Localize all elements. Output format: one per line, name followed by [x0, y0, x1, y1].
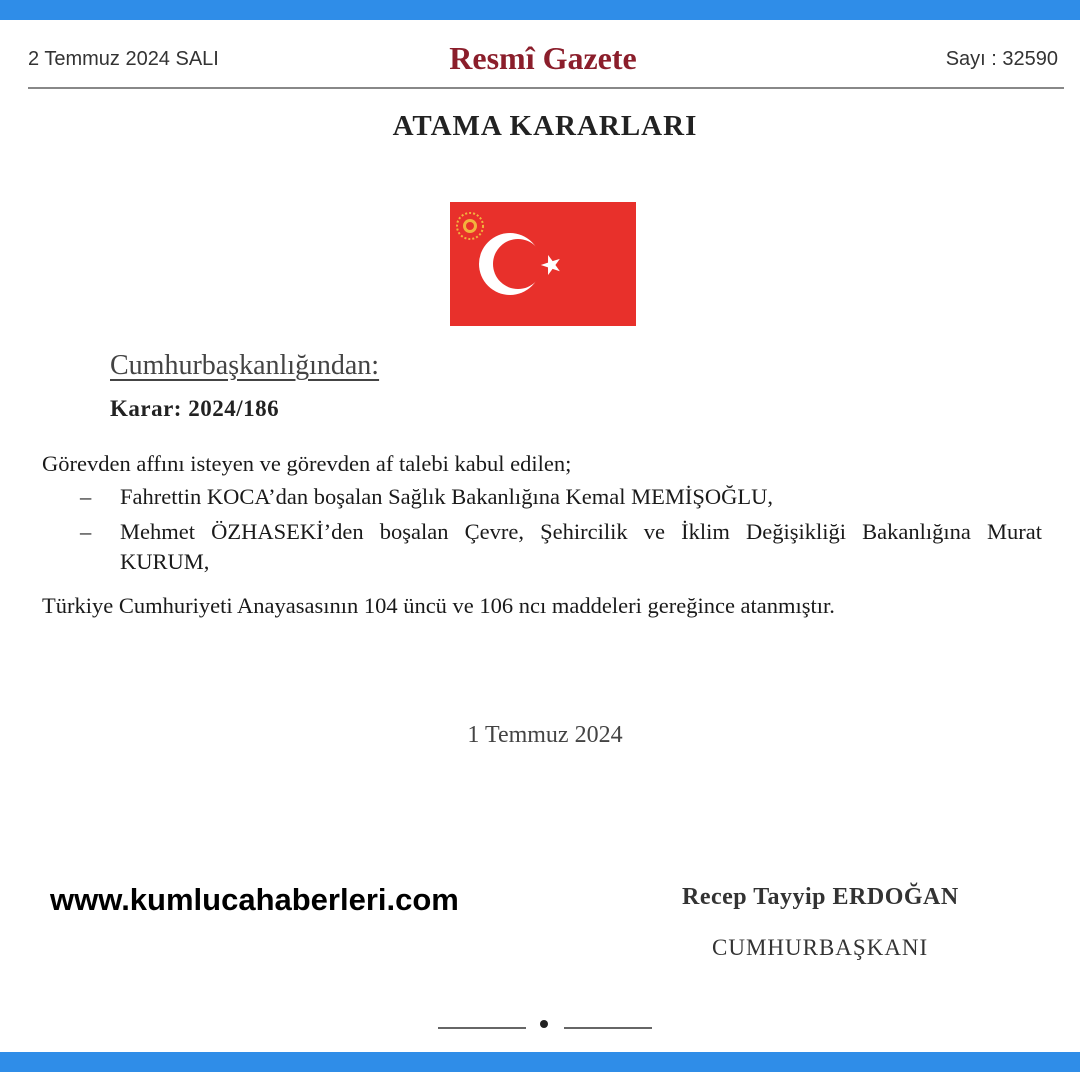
issuing-authority: Cumhurbaşkanlığından:	[110, 350, 380, 381]
gazette-title: Resmî Gazete	[449, 40, 637, 76]
signer-name: Recep Tayyip ERDOĞAN	[682, 884, 959, 910]
decision-number: Karar: 2024/186	[110, 396, 280, 421]
issue-date: 2 Temmuz 2024 SALI	[28, 48, 219, 70]
list-item-text: Mehmet ÖZHASEKİ’den boşalan Çevre, Şehircilik ve İklim Değişikliği Bakanlığına Murat KURUM,	[120, 519, 1042, 575]
decree-intro: Görevden affını isteyen ve görevden af talebi kabul edilen;	[42, 451, 572, 476]
list-item	[80, 482, 1042, 512]
section-title: ATAMA KARARLARI	[392, 110, 698, 142]
gazette-header	[28, 40, 1058, 90]
signer-title: CUMHURBAŞKANI	[712, 935, 929, 960]
list-dash: –	[80, 484, 92, 509]
header-divider	[28, 87, 1064, 89]
website-watermark: www.kumlucahaberleri.com	[50, 882, 459, 917]
top-frame-bar	[0, 0, 1080, 20]
issue-number: Sayı : 32590	[945, 48, 1058, 70]
decree-closing: Türkiye Cumhuriyeti Anayasasının 104 üncü ve 106 ncı maddeleri gereğince atanmıştır.	[42, 593, 835, 618]
list-dash: –	[80, 519, 92, 544]
list-item-text: Fahrettin KOCA’dan boşalan Sağlık Bakanlığına Kemal MEMİŞOĞLU,	[120, 484, 774, 509]
end-of-document-mark	[438, 1016, 652, 1036]
list-item	[80, 517, 1042, 578]
signature-date: 1 Temmuz 2024	[467, 722, 623, 748]
turkish-flag-icon	[450, 202, 636, 326]
bottom-frame-bar	[0, 1052, 1080, 1072]
